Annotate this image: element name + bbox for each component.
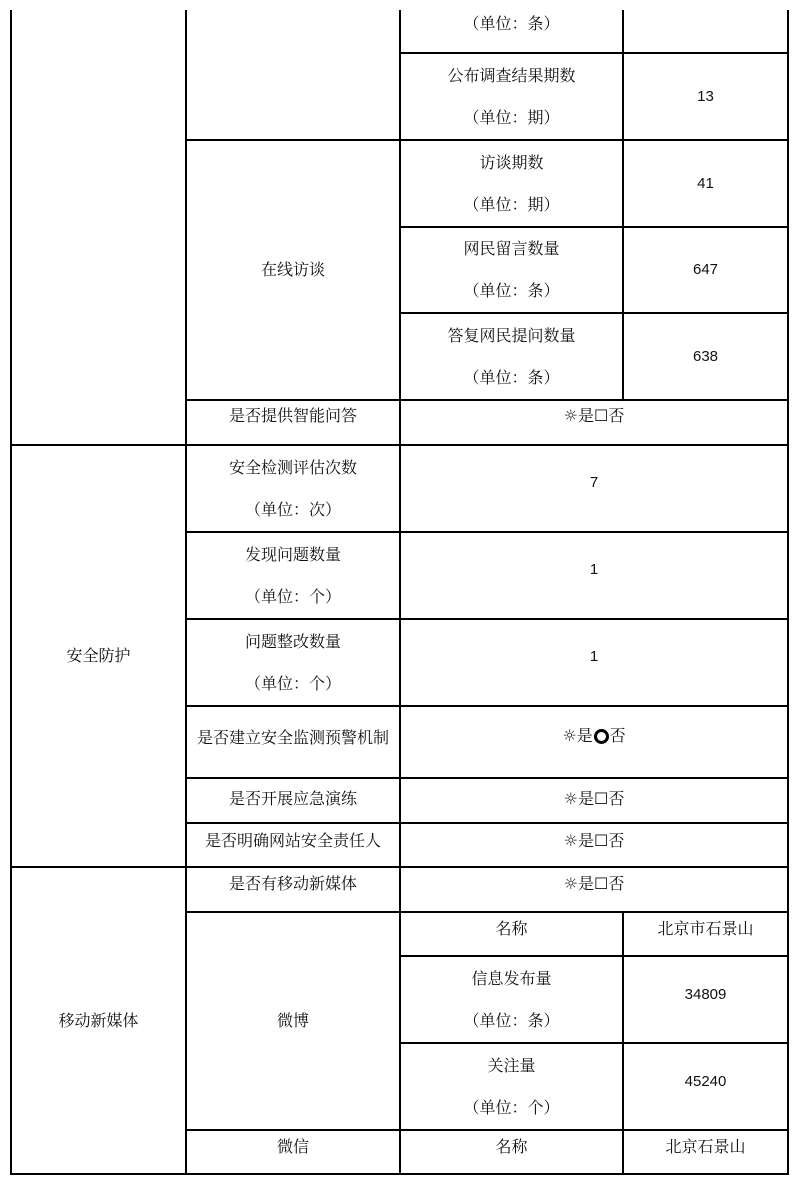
warning-mechanism-label-cell — [187, 707, 399, 769]
weibo-followers-label: 关注量 — [487, 1055, 536, 1075]
issues-found-value-cell — [401, 533, 787, 606]
has-media-option-cell[interactable] — [401, 868, 787, 900]
issues-fixed-value-cell — [401, 620, 787, 693]
answers-value-cell — [624, 314, 787, 399]
drills-label: 是否开展应急演练 — [228, 789, 357, 808]
warning-yes-option[interactable]: ☼是 — [562, 726, 593, 745]
issues-fixed-unit: （单位：个） — [244, 673, 341, 693]
issues-found-unit: （单位：个） — [244, 586, 341, 606]
responsible-label-cell — [187, 824, 399, 858]
wechat-name-value-cell — [624, 1131, 787, 1163]
survey-value: 13 — [697, 87, 714, 105]
survey-label: 公布调查结果期数 — [447, 65, 576, 85]
issues-found-value: 1 — [589, 560, 599, 578]
issues-found-label-cell — [187, 533, 399, 618]
wechat-name-label-cell — [401, 1131, 622, 1163]
has-media-label: 是否有移动新媒体 — [228, 874, 357, 893]
survey-label-cell — [401, 54, 622, 139]
messages-value: 647 — [692, 261, 719, 278]
warning-mechanism-option-cell[interactable] — [401, 707, 787, 765]
partial-unit-cell — [401, 8, 622, 40]
wechat-name-label: 名称 — [495, 1137, 528, 1156]
wechat-label-cell — [187, 1131, 399, 1163]
weibo-label-cell — [187, 913, 399, 1129]
messages-value-cell — [624, 228, 787, 312]
issues-fixed-value: 1 — [589, 647, 599, 665]
messages-label: 网民留言数量 — [463, 239, 560, 258]
weibo-name-label-cell — [401, 913, 622, 945]
mobile-label: 移动新媒体 — [58, 1010, 139, 1030]
answers-label-cell — [401, 314, 622, 399]
responsible-label: 是否明确网站安全责任人 — [204, 831, 381, 850]
wechat-label: 微信 — [276, 1137, 309, 1156]
security-label: 安全防护 — [66, 646, 131, 665]
has-media-option[interactable]: ☼是☐否 — [563, 874, 625, 893]
interviews-value: 41 — [697, 174, 714, 192]
smart-qa-label: 是否提供智能问答 — [228, 406, 357, 425]
interviews-label-cell — [401, 141, 622, 226]
weibo-posts-value: 34809 — [684, 985, 727, 1003]
smart-qa-option-cell[interactable] — [401, 401, 787, 431]
drills-option-cell[interactable] — [401, 779, 787, 819]
issues-fixed-label-cell — [187, 620, 399, 705]
mobile-label-cell — [12, 868, 185, 1173]
messages-label-cell — [401, 228, 622, 312]
smart-qa-label-cell — [187, 401, 399, 431]
wechat-name-value: 北京石景山 — [665, 1137, 746, 1156]
weibo-followers-value-cell — [624, 1044, 787, 1119]
assessments-unit: （单位：次） — [244, 499, 341, 519]
survey-value-cell — [624, 54, 787, 139]
warning-mechanism-label: 是否建立安全监测预警机制 — [196, 728, 389, 747]
weibo-followers-unit: （单位：个） — [463, 1097, 560, 1117]
weibo-posts-label: 信息发布量 — [471, 968, 552, 988]
weibo-posts-unit: （单位：条） — [463, 1010, 560, 1030]
warning-no-option[interactable]: 否 — [609, 726, 626, 745]
weibo-label: 微博 — [276, 1011, 309, 1030]
answers-unit: （单位：条） — [463, 367, 560, 387]
answers-value: 638 — [692, 347, 719, 365]
weibo-name-label: 名称 — [495, 919, 528, 938]
messages-unit: （单位：条） — [463, 281, 560, 300]
unit-label: （单位：条） — [463, 14, 560, 33]
has-media-label-cell — [187, 868, 399, 900]
table-border-right — [787, 10, 789, 1175]
assessments-value: 7 — [589, 473, 599, 491]
interviews-value-cell — [624, 141, 787, 226]
survey-unit: （单位：期） — [463, 107, 560, 127]
issues-fixed-label: 问题整改数量 — [244, 631, 341, 651]
online-interview-label: 在线访谈 — [260, 260, 325, 279]
drills-option[interactable]: ☼是☐否 — [563, 789, 625, 808]
online-interview-label-cell — [187, 141, 399, 399]
drills-label-cell — [187, 779, 399, 819]
weibo-posts-label-cell — [401, 957, 622, 1042]
weibo-name-value-cell — [624, 913, 787, 945]
radio-selected-icon[interactable] — [594, 729, 609, 744]
weibo-followers-label-cell — [401, 1044, 622, 1129]
responsible-option[interactable]: ☼是☐否 — [563, 831, 625, 850]
assessments-label: 安全检测评估次数 — [228, 457, 357, 477]
assessments-value-cell — [401, 446, 787, 519]
security-label-cell — [12, 446, 185, 866]
table-border-bottom — [10, 1173, 789, 1175]
weibo-followers-value: 45240 — [684, 1072, 727, 1090]
issues-found-label: 发现问题数量 — [244, 544, 341, 564]
answers-label: 答复网民提问数量 — [447, 325, 576, 345]
interviews-label: 访谈期数 — [479, 152, 544, 172]
interviews-unit: （单位：期） — [463, 194, 560, 214]
weibo-name-value: 北京市石景山 — [657, 919, 754, 938]
weibo-posts-value-cell — [624, 957, 787, 1032]
assessments-label-cell — [187, 446, 399, 531]
smart-qa-option[interactable]: ☼是☐否 — [563, 406, 625, 425]
responsible-option-cell[interactable] — [401, 824, 787, 858]
